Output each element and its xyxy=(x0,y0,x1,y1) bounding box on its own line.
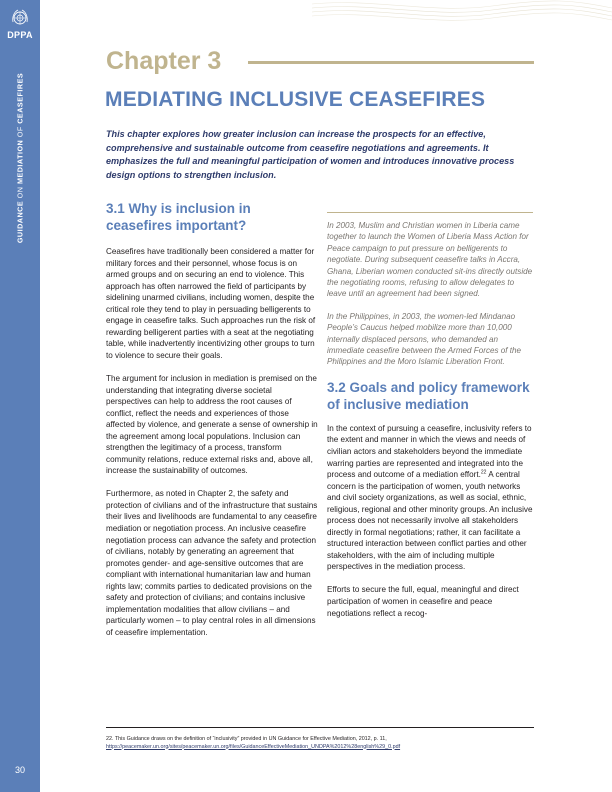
running-header-part: MEDIATION xyxy=(15,139,25,185)
sidebar xyxy=(0,0,40,792)
chapter-label: Chapter 3 xyxy=(106,47,222,75)
left-column xyxy=(106,200,318,650)
footnote-text: 22. This Guidance draws on the definition of “inclusivity” provided in UN Guidance for Effective Mediation, 2012, p. 11, xyxy=(106,736,387,742)
page-number: 30 xyxy=(14,765,25,775)
case-study-liberia: In 2003, Muslim and Christian women in Liberia came together to launch the Women of Liberia Mass Action for Peace campaign to put pressure on belligerents to negotiate. During subsequent ceasefire talks in Accra, Ghana, Liberian women conducted sit-ins directly outside the negotiating rooms, refusing to allow delegates to leave until an agreement had been signed. xyxy=(327,221,533,299)
running-header xyxy=(16,73,25,243)
footnote-rule xyxy=(106,727,534,728)
paragraph: Efforts to secure the full, equal, meaningful and direct participation of women in ceasefire and peace negotiations reflect a recog- xyxy=(327,585,519,618)
paragraph: Ceasefires have traditionally been considered a matter for military forces and their personnel, whose focus is on armed groups and on securing an end to violence. This approach has often narrowed the field of participants by sidelining unarmed civilians, including women, despite the critical role they tend to play in persuading belligerents to engage in ceasefire talks. Such approaches run the risk of rewarding belligerent parties with a seat at the negotiating table, while inadvertently incentivizing other groups to turn to violence to secure their goals. xyxy=(106,247,316,360)
paragraph: Furthermore, as noted in Chapter 2, the safety and protection of civilians and of the infrastructure that sustains their lives and livelihoods are fundamental to any ceasefire mediation or negotiation process. An inclusive ceasefire negotiation process can advance the safety and protection of civilians, notably by generating an agreement that promotes gender- and age-sensitive outcomes that are compliant with international humanitarian law and human rights law; commits parties to dedicated provisions on the safety and protection of civilians; and contains inclusive implementation modalities that allow civilians – and particularly women – to play central roles in all dimensions of ceasefire implementation. xyxy=(106,489,318,637)
paragraph: The argument for inclusion in mediation is premised on the understanding that integrating diverse societal perspectives can help to address the root causes of conflict, reflect the needs and experiences of those affected by violence, and generate a sense of ownership in the agreement among local populations. Inclusion can strengthen the legitimacy of a process, transform community relations, reduce external risks and, above all, increase the sustainability of outcomes. xyxy=(106,373,318,476)
case-study-philippines: In the Philippines, in 2003, the women-led Mindanao People’s Caucus helped mobilize more than 10,000 internally displaced persons, who demanded an immediate ceasefire between the Armed Forces of the Philippines and the Moro Islamic Liberation Front. xyxy=(327,311,522,367)
page-title: MEDIATING INCLUSIVE CEASEFIRES xyxy=(105,88,486,111)
paragraph-text: A central concern is the participation of women, youth networks and civil society organizations, as well as social, ethnic, religious, regional and other minority groups. An inclusive process does not necessarily involve all stakeholders directly in formal negotiations; rather, it can facilitate a structured interaction between conflict parties and other stakeholders, with the aim of including multiple perspectives in the mediation process. xyxy=(327,470,533,572)
running-header-part: OF xyxy=(15,123,25,140)
right-column xyxy=(327,212,533,631)
logo-text: DPPA xyxy=(7,30,33,40)
section-heading-3-1: 3.1 Why is inclusion in ceasefires important? xyxy=(106,201,251,233)
dppa-logo xyxy=(6,8,34,40)
decorative-wave-lines xyxy=(312,0,612,30)
paragraph-text: In the context of pursuing a ceasefire, inclusivity refers to the extent and manner in which the views and needs of civilian actors and stakeholders beyond the immediate warring parties are represented and integrated into the process and outcome of a mediation effort. xyxy=(327,423,532,480)
un-emblem-icon xyxy=(10,8,30,28)
chapter-intro: This chapter explores how greater inclusion can increase the prospects for an effective, comprehensive and sustainable outcome from ceasefire negotiations and agreements. It emphasizes the full and meaningful participation of women and introduces innovative process design options to strengthen inclusion. xyxy=(106,129,515,180)
paragraph xyxy=(327,423,533,573)
footnote xyxy=(106,736,534,751)
chapter-row xyxy=(106,46,534,76)
running-header-part: GUIDANCE xyxy=(15,200,25,244)
running-header-part: ON xyxy=(15,184,25,201)
footnote-link[interactable]: https://peacemaker.un.org/sites/peacemaker.un.org/files/GuidanceEffectiveMediation_UNDPA%2012%28english%29_0.pdf xyxy=(106,743,401,750)
case-study-box xyxy=(327,220,533,368)
chapter-rule xyxy=(248,61,534,64)
section-heading-3-2: 3.2 Goals and policy framework of inclusive mediation xyxy=(327,379,530,412)
footnote-ref[interactable]: 22 xyxy=(480,469,487,476)
quote-rule xyxy=(327,212,533,213)
running-header-part: CEASEFIRES xyxy=(15,72,25,124)
